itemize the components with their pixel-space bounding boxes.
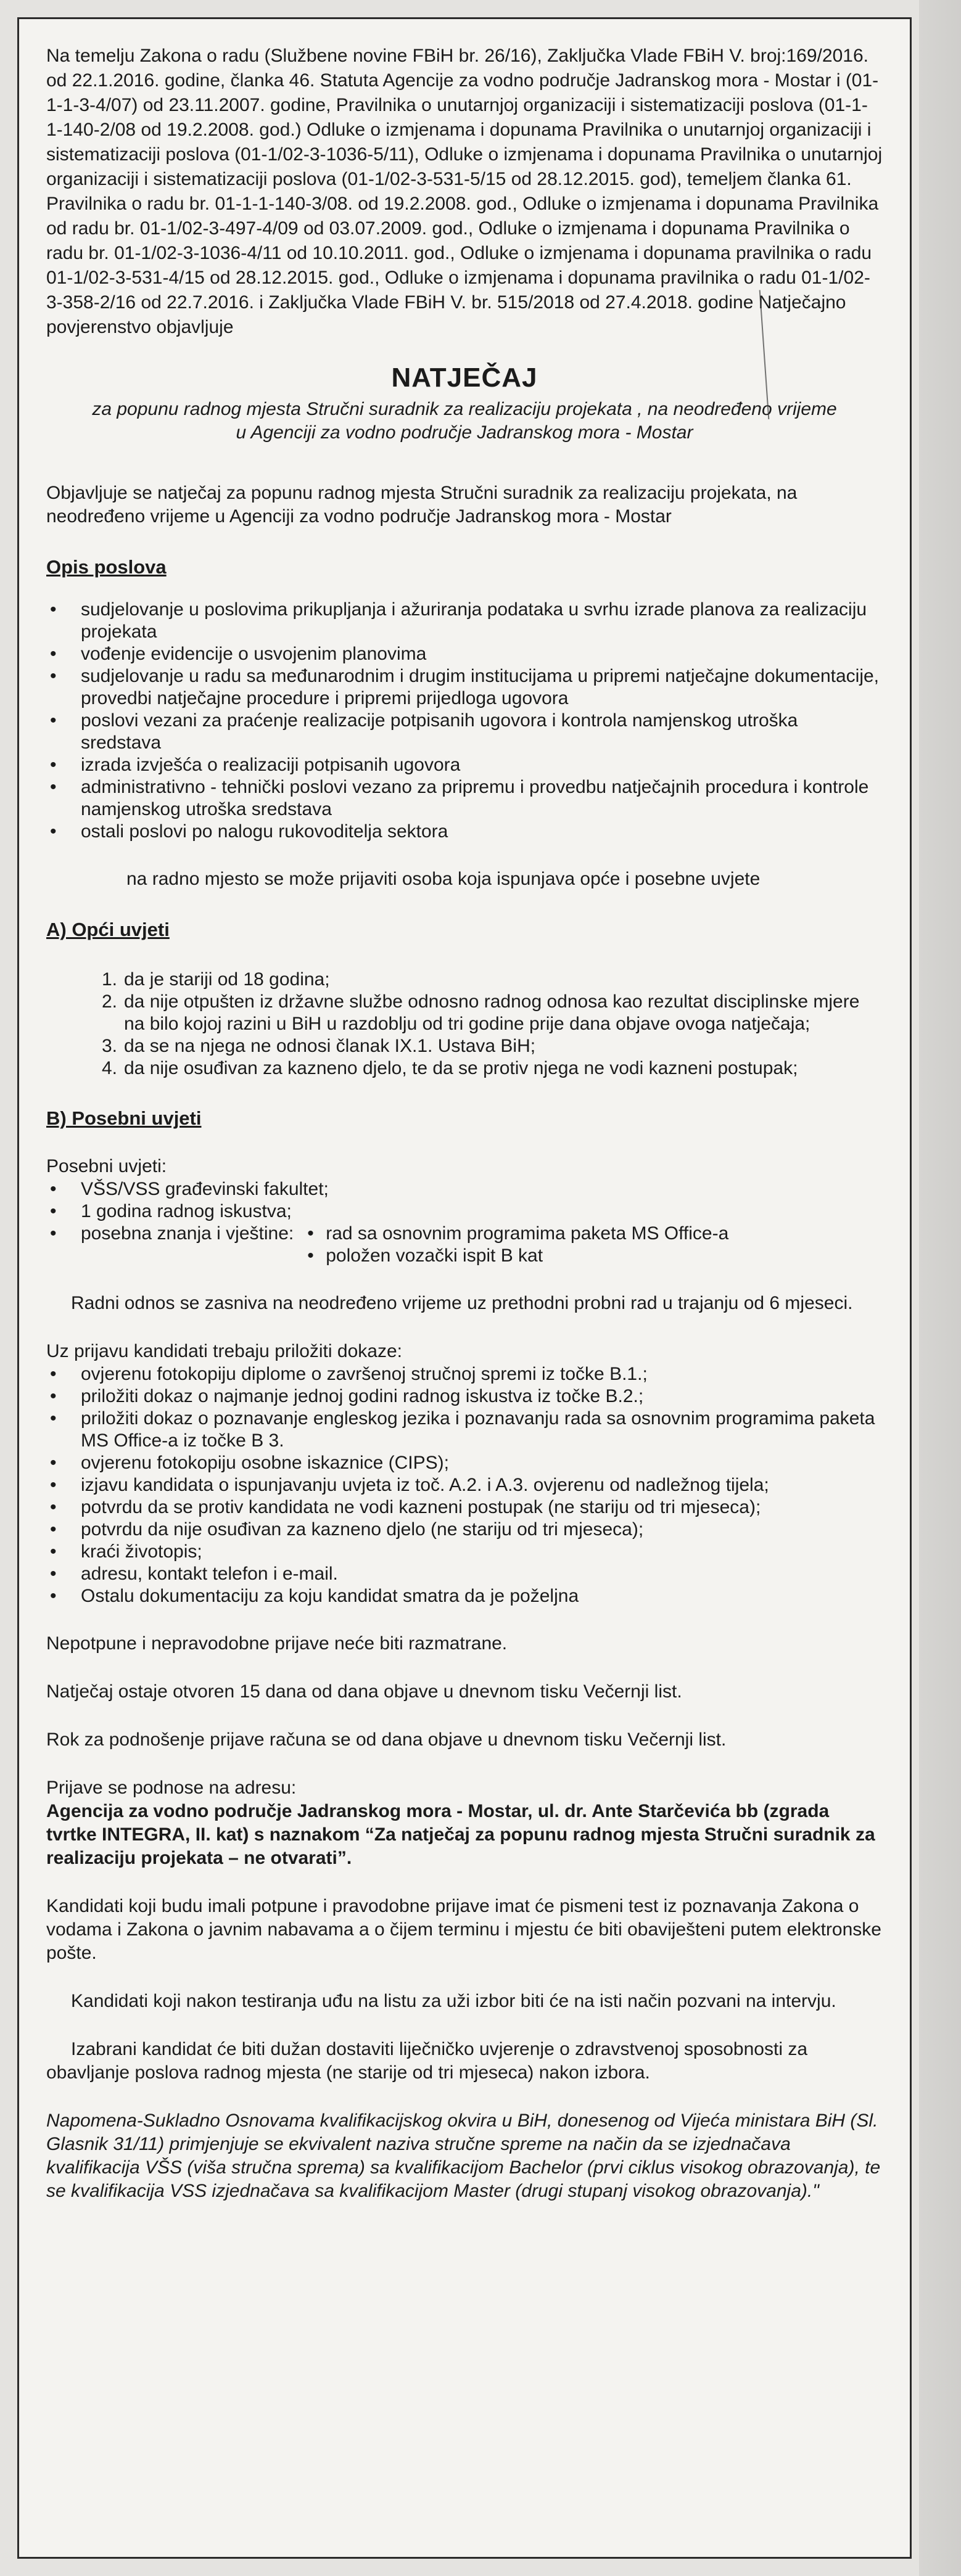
item-number: 4. [102,1058,118,1078]
list-item: • potvrdu da nije osuđivan za kazneno djelo (ne stariju od tri mjeseca); [46,1519,883,1541]
item-number: 2. [102,991,118,1012]
qualification-note: Napomena-Sukladno Osnovama kvalifikacijskog okvira u BiH, donesenog od Vijeća ministara BiH (Sl. Glasnik 31/11) primjenjuje se ekvivalent naziva stručne spreme na način da se izjednačava kvalifikacija VŠS (viša stručna sprema) sa kvalifikacijom Bachelor (prvi ciklus visokog obrazovanja), te se kvalifikacija VSS izjednačava sa kvalifikacijom Master (drugi stupanj visokog obrazovanja)." [46,2110,881,2201]
knowledge-row [81,1223,883,1267]
list-item: • izjavu kandidata o ispunjavanju uvjeta iz toč. A.2. i A.3. ovjerenu od nadležnog tijela; [46,1474,883,1496]
legal-preamble: Na temelju Zakona o radu (Službene novine FBiH br. 26/16), Zaključka Vlade FBiH V. broj:169/2016. od 22.1.2016. godine, članka 46. Statuta Agencije za vodno područje Jadranskog mora - Mostar i (01-1-1-3-4/07) od 23.11.2007. godine, Pravilnika o unutarnjoj organizaciji i sistematizaciji poslova (01-1-1-140-2/08 od 19.2.2008. god.) Odluke o izmjenama i dopunama Pravilnika o unutarnjoj organizaciji i sistematizaciji poslova (01-1/02-3-1036-5/11), Odluke o izmjenama i dopunama Pravilnika o unutarnjoj organizaciji i sistematizaciji poslova (01-1/02-3-531-5/15 od 28.12.2015. god), temeljem članka 61. Pravilnika o radu br. 01-1-1-140-3/08. od 19.2.2008. god., Odluke o izmjenama i dopunama Pravilnika od radu br. 01-1/02-3-497-4/09 od 03.07.2009. god., Odluke o izmjenama i dopunama Pravilnika o radu br. 01-1/02-3-1036-4/11 od 10.10.2011. god., Odluke o izmjenama i dopunama pravilnika o radu 01-1/02-3-531-4/15 od 28.12.2015. god., Odluke o izmjenama i dopunama pravilnika o radu 01-1/02-3-358-2/16 od 22.7.2016. i Zaključka Vlade FBiH V. br. 515/2018 od 27.4.2018. godine Natječajno povjerenstvo objavljuje [46,46,883,337]
documents-list [46,1363,883,1607]
deadline-notice: Rok za podnošenje prijave računa se od dana objave u dnevnom tisku Večernji list. [46,1729,727,1750]
list-item: • položen vozački ispit B kat [303,1245,728,1267]
list-item: • vođenje evidencije o usvojenim planovima [46,643,883,665]
open-period: Natječaj ostaje otvoren 15 dana od dana objave u dnevnom tisku Večernji list. [46,1681,682,1702]
item-number: 3. [102,1036,118,1056]
interview-paragraph: Kandidati koji nakon testiranja uđu na listu za uži izbor biti će na isti način pozvani na intervju. [71,1991,836,2011]
general-conditions-heading: A) Opći uvjeti [46,919,170,940]
intro-paragraph: Objavljuje se natječaj za popunu radnog mjesta Stručni suradnik za realizaciju projekata, na neodređeno vrijeme u Agenciji za vodno područje Jadranskog mora - Mostar [46,483,798,527]
probation-paragraph: Radni odnos se zasniva na neodređeno vrijeme uz prethodni probni rad u trajanju od 6 mjeseci. [71,1293,853,1313]
list-item [102,969,883,991]
announcement-title: NATJEČAJ [391,363,538,393]
address-label: Prijave se podnose na adresu: [46,1778,297,1798]
list-item: • priložiti dokaz o poznavanje engleskog jezika i poznavanju rada sa osnovnim programima paketa MS Office-a iz točke B 3. [46,1408,883,1452]
knowledge-label: • posebna znanja i vještine: [81,1223,294,1244]
list-item [46,1223,883,1267]
special-conditions-list [46,1178,883,1267]
list-item: • priložiti dokaz o najmanje jednoj godini radnog iskustva iz točke B.2.; [46,1385,883,1408]
general-conditions-list [46,969,883,1080]
special-conditions-label: Posebni uvjeti: [46,1156,167,1176]
announcement-subtitle: za popunu radnog mjesta Stručni suradnik za realizaciju projekata , na neodređeno vrijeme u Agenciji za vodno područje Jadranskog mora - Mostar [92,399,837,443]
incomplete-notice: Nepotpune i nepravodobne prijave neće biti razmatrane. [46,1633,508,1654]
test-paragraph: Kandidati koji budu imali potpune i pravodobne prijave imat će pismeni test iz poznavanja Zakona o vodama i Zakona o javnim nabavama a o čijem terminu i mjestu će biti obaviješteni putem elektronske pošte. [46,1896,881,1963]
duties-heading: Opis poslova [46,556,167,578]
duties-list [46,599,883,843]
list-item [102,991,883,1035]
job-announcement [17,17,912,2559]
list-item: • 1 godina radnog iskustva; [46,1200,883,1223]
item-text: da nije osuđivan za kazneno djelo, te da se protiv njega ne vodi kazneni postupak; [124,1058,798,1078]
list-item: • ovjerenu fotokopiju osobne iskaznice (CIPS); [46,1452,883,1474]
list-item [102,1057,883,1080]
item-number: 1. [102,969,118,990]
list-item: • ovjerenu fotokopiju diplome o završenoj stručnoj spremi iz točke B.1.; [46,1363,883,1385]
documents-label: Uz prijavu kandidati trebaju priložiti dokaze: [46,1341,402,1361]
list-item: • kraći životopis; [46,1541,883,1563]
item-text: da je stariji od 18 godina; [124,969,330,990]
list-item: • administrativno - tehnički poslovi vezano za pripremu i provedbu natječajnih procedura i kontrole namjenskog utroška sredstava [46,776,883,821]
item-text: da se na njega ne odnosi članak IX.1. Ustava BiH; [124,1036,536,1056]
list-item: • VŠS/VSS građevinski fakultet; [46,1178,883,1200]
list-item: • izrada izvješća o realizaciji potpisanih ugovora [46,754,883,776]
address-text: Agencija za vodno područje Jadranskog mora - Mostar, ul. dr. Ante Starčevića bb (zgrada tvrtke INTEGRA, II. kat) s naznakom “Za natječaj za popunu radnog mjesta Stručni suradnik za realizaciju projekata – ne otvarati”. [46,1801,875,1868]
list-item: • ostali poslovi po nalogu rukovoditelja sektora [46,821,883,843]
list-item: • sudjelovanje u poslovima prikupljanja i ažuriranja podataka u svrhu izrade planova za realizaciju projekata [46,599,883,643]
medical-paragraph: Izabrani kandidat će biti dužan dostaviti liječničko uvjerenje o zdravstvenoj sposobnosti za obavljanje poslova radnog mjesta (ne starije od tri mjeseca) nakon izbora. [46,2039,808,2083]
list-item: • Ostalu dokumentaciju za koju kandidat smatra da je poželjna [46,1585,883,1607]
adjacent-page-edge [919,0,961,2576]
eligibility-text: na radno mjesto se može prijaviti osoba koja ispunjava opće i posebne uvjete [126,869,761,889]
list-item: • adresu, kontakt telefon i e-mail. [46,1563,883,1585]
list-item: • sudjelovanje u radu sa međunarodnim i drugim institucijama u pripremi natječajne dokumentacije, provedbi natječajne procedure i pripremi prijedloga ugovora [46,665,883,710]
list-item: • potvrdu da se protiv kandidata ne vodi kazneni postupak (ne stariju od tri mjeseca); [46,1496,883,1519]
item-text: da nije otpušten iz državne službe odnosno radnog odnosa kao rezultat disciplinske mjere na bilo kojoj razini u BiH u razdoblju od tri godine prije dana objave ovoga natječaja; [124,991,860,1034]
list-item: • rad sa osnovnim programima paketa MS Office-a [303,1223,728,1245]
list-item: • poslovi vezani za praćenje realizacije potpisanih ugovora i kontrola namjenskog utroška sredstava [46,710,883,754]
special-conditions-heading: B) Posebni uvjeti [46,1107,202,1129]
knowledge-list [303,1223,728,1267]
list-item [102,1035,883,1057]
